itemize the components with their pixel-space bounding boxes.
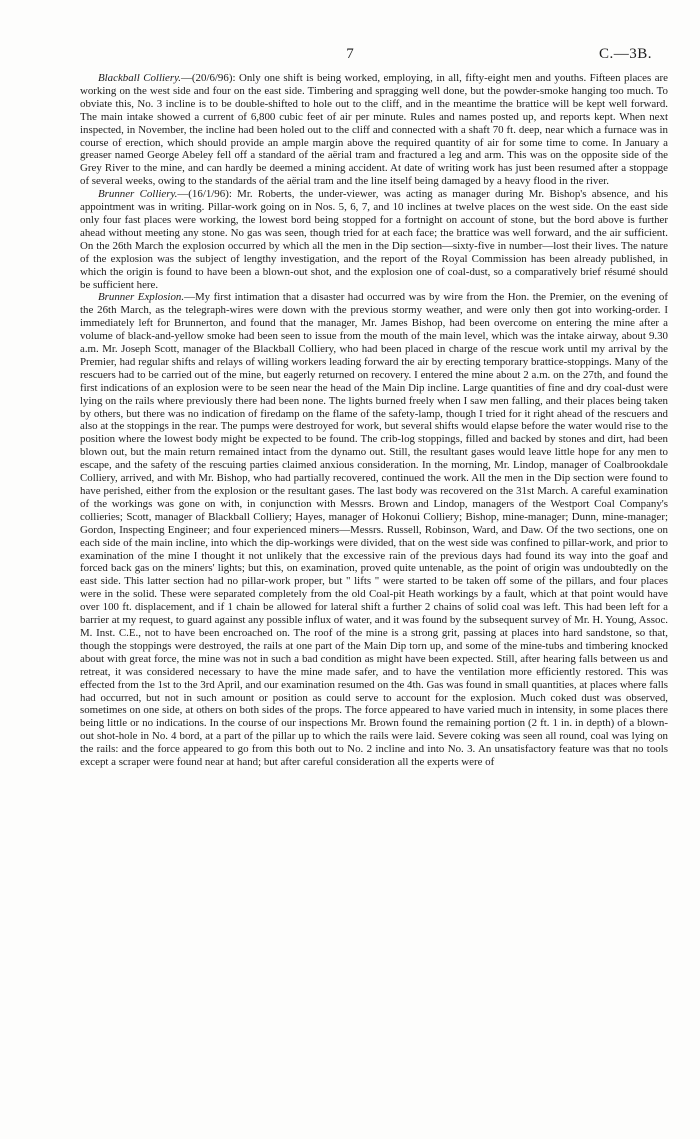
paragraph-brunner-colliery: [80, 188, 668, 291]
paragraph-heading: Brunner Explosion.: [98, 291, 185, 304]
paragraph-text: —(20/6/96): Only one shift is being worked, employing, in all, fifty-eight men and youths. Fifteen places are working on the west side and four on the east side. Timbering and spragging well done, but the powder-smoke hanging too much. To obviate this, No. 3 incline is to be double-shifted to hole out to the cliff, and in the meantime the brattice will be kept well forward. The main intake showed a current of 6,800 cubic feet of air per minute. Rules and names posted up, and reports kept. When next inspected, in November, the incline had been holed out to the cliff and connected with a shaft 70 ft. deep, near which a furnace was in course of erection, which should provide an ample margin above the required quantity of air for some time to come. In January a greaser named George Abeley fell off a standard of the aërial tram and fractured a leg and arm. This was on the opposite side of the Grey River to the mine, and can hardly be deemed a mining accident. At date of writing work has just been resumed after a stoppage of several weeks, owing to the standards of the aërial tram and the line itself being damaged by a heavy flood in the river.: [80, 72, 668, 188]
document-reference: C.—3B.: [598, 46, 652, 62]
paragraph-heading: Brunner Colliery.: [98, 188, 178, 201]
paragraph-brunner-explosion: [80, 291, 668, 769]
paragraph-blackball-colliery: [80, 72, 668, 188]
body-text: [80, 72, 668, 769]
paragraph-text: —My first intimation that a disaster had occurred was by wire from the Hon. the Premier, on the evening of the 26th March, as the telegraph-wires were down with the previous stormy weather, and were only then got into working-order. I immediately left for Brunnerton, and found that the manager, Mr. James Bishop, had been overcome on entering the mine after a volume of black-and-yellow smoke had been seen to issue from the mouth of the main level, which was the intake airway, about 9.30 a.m. Mr. Joseph Scott, manager of the Blackball Colliery, who had been placed in charge of the rescue work until my arrival by the Premier, had regular shifts and relays of willing workers leading forward the air by erecting temporary brattice-stoppings. Many of the rescuers had to be carried out of the mine, but eagerly returned on recovery. I entered the mine about 2 a.m. on the 27th, and found the first indications of an explosion were to be seen near the head of the Main Dip incline. Large quantities of fine and dry coal-dust were lying on the rails where previously there had been none. The lights burned freely when I saw men falling, and their places being taken by others, but there was no indication of firedamp on the flame of the safety-lamp, though I tried for it right ahead of the rescuers and also at the stoppings in the rear. The pumps were destroyed for work, but several shifts would elapse before the water would rise to the position where the lowest body might be expected to be found. The crib-log stoppings, filled and backed by stones and dirt, had been blown out, but the main return remained intact from the dynamo out. Still, the resultant gases would leave little hope for any men to escape, and the safety of the rescuing parties claimed anxious consideration. In the morning, Mr. Lindop, manager of Coalbrookdale Colliery, arrived, and with Mr. Bishop, who had partially recovered, continued the work. All the men in the Dip section were found to have perished, either from the explosion or the resultant gases. The last body was recovered on the 31st March. A careful examination of the workings was gone on with, in conjunction with Messrs. Brown and Lindop, managers of the Westport Coal Company's collieries; Scott, manager of Blackball Colliery; Hayes, manager of Hokonui Colliery; Bishop, mine-manager; Dunn, mine-manager; Gordon, Inspecting Engineer; and four experienced miners—Messrs. Russell, Robinson, Ward, and Daw. Of the two sections, one on each side of the main incline, into which the dip-workings were divided, that on the west side was confined to pillar-work, and prior to examination of the mine I thought it not unlikely that the excessive rain of the previous days had found its way into the goaf and forced back gas on the miners' lights; but this, on examination, proved quite untenable, as the point of origin was undoubtedly on the east side. This latter section had no pillar-work proper, but " lifts " were started to be taken off some of the pillars, and four places were in the solid. These were separated completely from the old Coal-pit Heath workings by a fault, which at that point would have over 100 ft. displacement, and if 1 chain be allowed for lateral shift a further 2 chains of solid coal was left. This had been left for a barrier at my request, to guard against any possible influx of water, and it was found by the subsequent survey of Mr. H. Young, Assoc. M. Inst. C.E., not to have been encroached on. The roof of the mine is a strong grit, passing at places into hard sandstone, so that, though the stoppings were destroyed, the rails at one part of the Main Dip torn up, and some of the mine-tubs and timbering knocked about with great force, the mine was not in such a bad condition as might have been expected. Still, after hearing falls between us and retreat, it was considered necessary to have the mine made safer, and to have the ventilation more efficiently restored. This was effected from the 1st to the 3rd April, and our examination resumed on the 4th. Gas was found in small quantities, at places where falls had occurred, but not in such amount or position as could serve to account for the explosion. Much coked dust was observed, sometimes on one side, at others on both sides of the props. The force appeared to have varied much in intensity, in some places there being little or no indications. In the course of our inspections Mr. Brown found the remaining portion (2 ft. 1 in. in depth) of a blown-out shot-hole in No. 4 bord, at a part of the pillar up to which the rails were laid. Severe coking was seen all round, coal was lying on the rails: and the force appeared to go from this both out to No. 2 incline and into No. 3. An unsatisfactory feature was that no tools except a scraper were found near at hand; but after careful consideration all the experts were of: [80, 291, 668, 769]
paragraph-heading: Blackball Colliery.: [98, 72, 182, 84]
paragraph-text: —(16/1/96): Mr. Roberts, the under-viewer, was acting as manager during Mr. Bishop's absence, and his appointment was in writing. Pillar-work going on in Nos. 5, 6, 7, and 10 inclines at twelve places on the west side. On the east side only four fast places were working, the lowest bord being stopped for a fortnight on account of stone, but the bord above is further ahead without meeting any stone. No gas was seen, though tried for at each face; the brattice was well forward, and the air sufficient. On the 26th March the explosion occurred by which all the men in the Dip section—sixty-five in number—lost their lives. The nature of the explosion was the subject of lengthy investigation, and the report of the Royal Commission has been already published, in which the origin is found to have been a blown-out shot, and the explosion one of coal-dust, so a comparatively brief résumé should be sufficient here.: [80, 188, 668, 291]
page-number: 7: [346, 46, 354, 62]
